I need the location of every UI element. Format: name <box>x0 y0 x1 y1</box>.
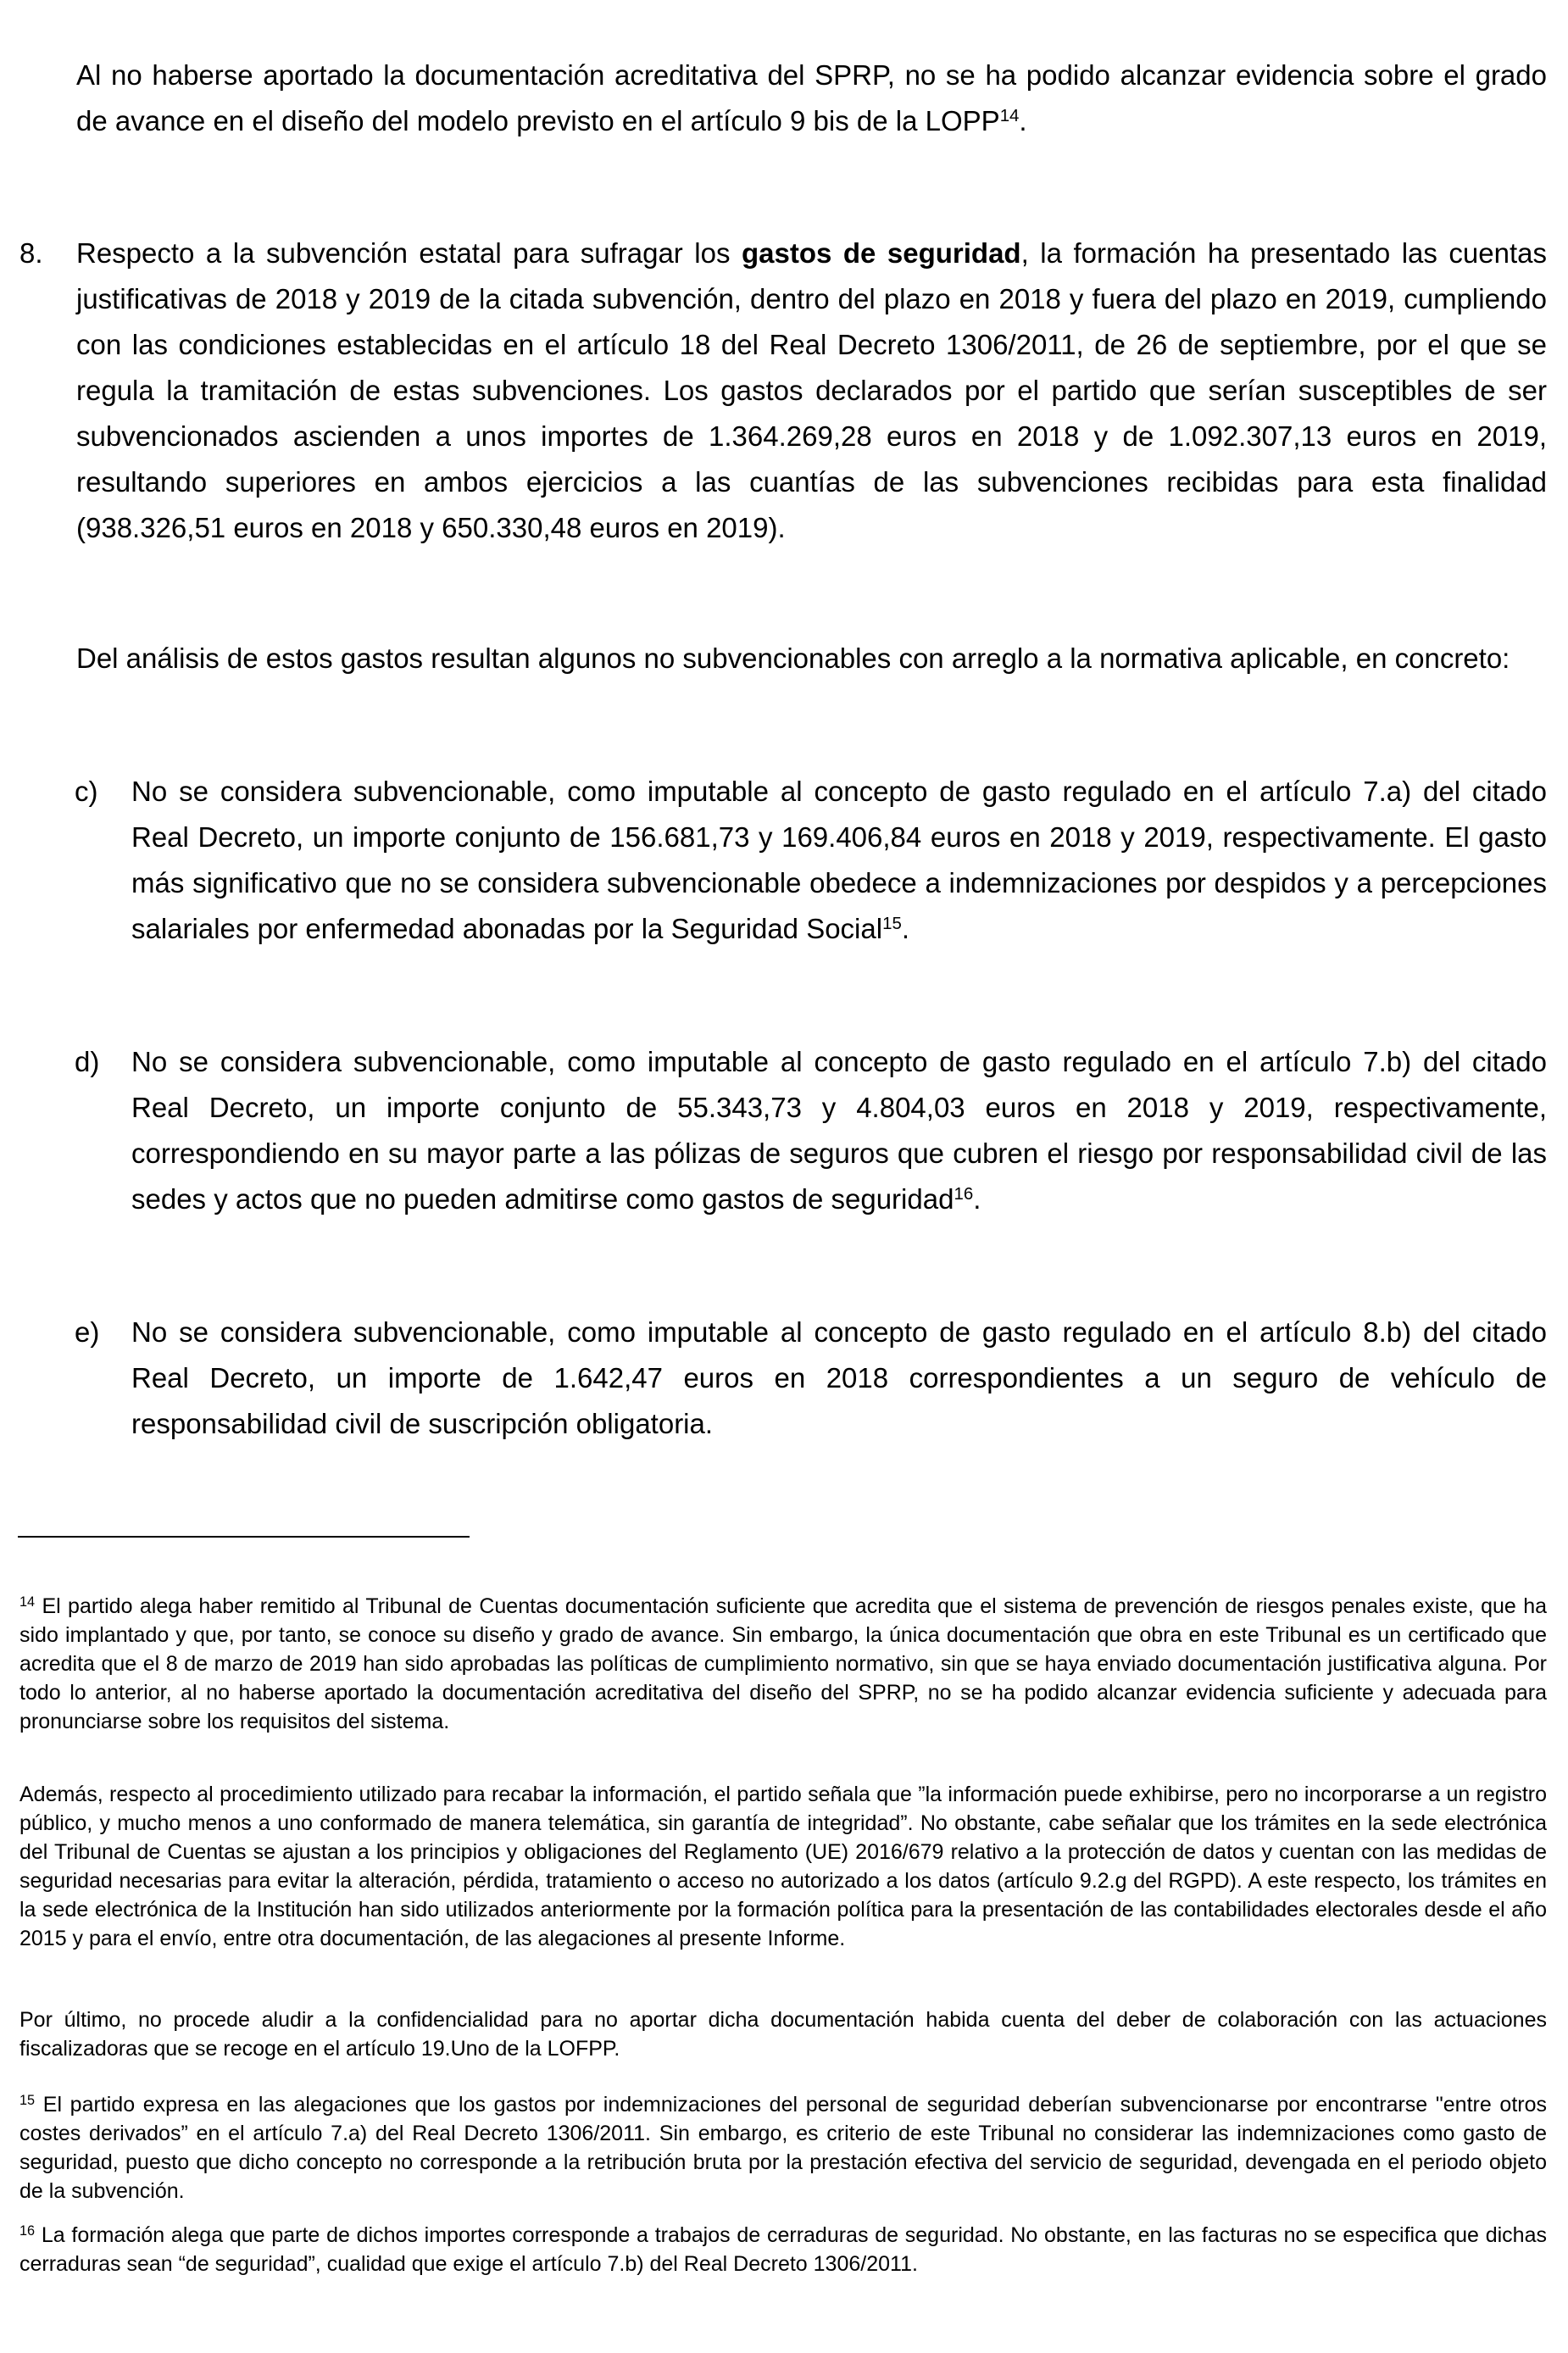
sub-item-d <box>75 1039 1547 1222</box>
list-marker: d) <box>75 1046 100 1077</box>
list-item-8 <box>19 231 1547 551</box>
footnote-number: 15 <box>19 2092 36 2108</box>
footnote-number: 14 <box>19 1594 36 1610</box>
footnote-ref-16[interactable]: 16 <box>954 1183 974 1204</box>
footnote-16: $^{16}$ La formación alega que parte de dichos importes corresponde a trabajos de cerraduras de seguridad. No obstante, en las facturas no se especifica que dichas cerraduras sean “de seguridad”, cualidad que exige el artículo 7.b) del Real Decreto 1306/2011. <box>19 2222 1547 2276</box>
sub-item-e <box>75 1310 1547 1447</box>
intro-text: Al no haberse aportado la documentación acreditativa del SPRP, no se ha podido alcanzar evidencia sobre el grado de avance en el diseño del modelo previsto en el artículo 9 bis de la LOPP <box>76 59 1547 136</box>
list-marker: e) <box>75 1316 100 1348</box>
footnote-14-paragraph-2: Además, respecto al procedimiento utilizado para recabar la información, el partido señala que ”la información puede exhibirse, pero no incorporarse a un registro público, y mucho menos a uno conformado de manera telemática, sin garantía de integridad”. No obstante, cabe señalar que los trámites en la sede electrónica del Tribunal de Cuentas se ajustan a los principios y obligaciones del Reglamento (UE) 2016/679 relativo a la protección de datos y cuentan con las medidas de seguridad necesarias para evitar la alteración, pérdida, tratamiento o acceso no autorizado a los datos (artículo 9.2.g del RGPD). A este respecto, los trámites en la sede electrónica de la Institución han sido utilizados anteriormente por la formación política para la presentación de las contabilidades electorales desde el año 2015 y para el envío, entre otra documentación, de las alegaciones al presente Informe. <box>19 1783 1547 1950</box>
footnote-14-paragraph-3: Por último, no procede aludir a la confidencialidad para no aportar dicha documentación habida cuenta del deber de colaboración con las actuaciones fiscalizadoras que se recoge en el artículo 19.Uno de la LOFPP. <box>19 2008 1547 2061</box>
sub-item-c <box>75 769 1547 952</box>
list-item-body: Respecto a la subvención estatal para sufragar los gastos de seguridad, la formación ha presentado las cuentas justificativas de 2018 y 2019 de la citada subvención, dentro del plazo en 2018 y fuera del plazo en 2019, cumpliendo con las condiciones establecidas en el artículo 18 del Real Decreto 1306/2011, de 26 de septiembre, por el que se regula la tramitación de estas subvenciones. Los gastos declarados por el partido que serían susceptibles de ser subvencionados ascienden a unos importes de 1.364.269,28 euros en 2018 y de 1.092.307,13 euros en 2019, resultando superiores en ambos ejercicios a las cuantías de las subvenciones recibidas para esta finalidad (938.326,51 euros en 2018 y 650.330,48 euros en 2019). <box>76 237 1547 543</box>
list-item-body: No se considera subvencionable, como imputable al concepto de gasto regulado en el artículo 8.b) del citado Real Decreto, un importe de 1.642,47 euros en 2018 correspondientes a un seguro de vehículo de responsabilidad civil de suscripción obligatoria. <box>131 1316 1547 1439</box>
list-marker: 8. <box>19 237 43 269</box>
intro-paragraph: Al no haberse aportado la documentación acreditativa del SPRP, no se ha podido alcanzar evidencia sobre el grado de avance en el diseño del modelo previsto en el artículo 9 bis de la LOPP$^{14}$. <box>76 59 1547 136</box>
list-marker: c) <box>75 776 98 807</box>
footnote-separator <box>18 1536 470 1538</box>
footnote-14: $^{14}$ El partido alega haber remitido al Tribunal de Cuentas documentación suficiente que acredita que el sistema de prevención de riesgos penales existe, que ha sido implantado y que, por tanto, se conoce su diseño y grado de avance. Sin embargo, la única documentación que obra en este Tribunal es un certificado que acredita que el 8 de marzo de 2019 han sido aprobadas las políticas de cumplimiento normativo, sin que se haya enviado documentación justificativa alguna. Por todo lo anterior, al no haberse aportado la documentación acreditativa del diseño del SPRP, no se ha podido alcanzar evidencia suficiente y adecuada para pronunciarse sobre los requisitos del sistema. <box>19 1594 1547 1733</box>
analysis-paragraph: Del análisis de estos gastos resultan algunos no subvencionables con arreglo a la normativa aplicable, en concreto: <box>76 642 1510 674</box>
footnote-15: $^{15}$ El partido expresa en las alegaciones que los gastos por indemnizaciones del personal de seguridad deberían subvencionarse por encontrarse "entre otros costes derivados” en el artículo 7.a) del Real Decreto 1306/2011. Sin embargo, es criterio de este Tribunal no considerar las indemnizaciones como gasto de seguridad, puesto que dicho concepto no corresponde a la retribución bruta por la prestación efectiva del servicio de seguridad, devengada en el periodo objeto de la subvención. <box>19 2092 1547 2203</box>
list-item-body: No se considera subvencionable, como imputable al concepto de gasto regulado en el artículo 7.a) del citado Real Decreto, un importe conjunto de 156.681,73 y 169.406,84 euros en 2018 y 2019, respectivamente. El gasto más significativo que no se considera subvencionable obedece a indemnizaciones por despidos y a percepciones salariales por enfermedad abonadas por la Seguridad Social$^{15}$. <box>131 776 1547 944</box>
footnote-ref-15[interactable]: 15 <box>882 913 902 933</box>
footnote-ref-14[interactable]: 14 <box>999 105 1020 125</box>
bold-term: gastos de seguridad <box>742 237 1021 269</box>
footnote-number: 16 <box>19 2222 36 2239</box>
list-item-body: No se considera subvencionable, como imputable al concepto de gasto regulado en el artículo 7.b) del citado Real Decreto, un importe conjunto de 55.343,73 y 4.804,03 euros en 2018 y 2019, respectivamente, correspondiendo en su mayor parte a las pólizas de seguros que cubren el riesgo por responsabilidad civil de las sedes y actos que no pueden admitirse como gastos de seguridad$^{16}$. <box>131 1046 1547 1215</box>
